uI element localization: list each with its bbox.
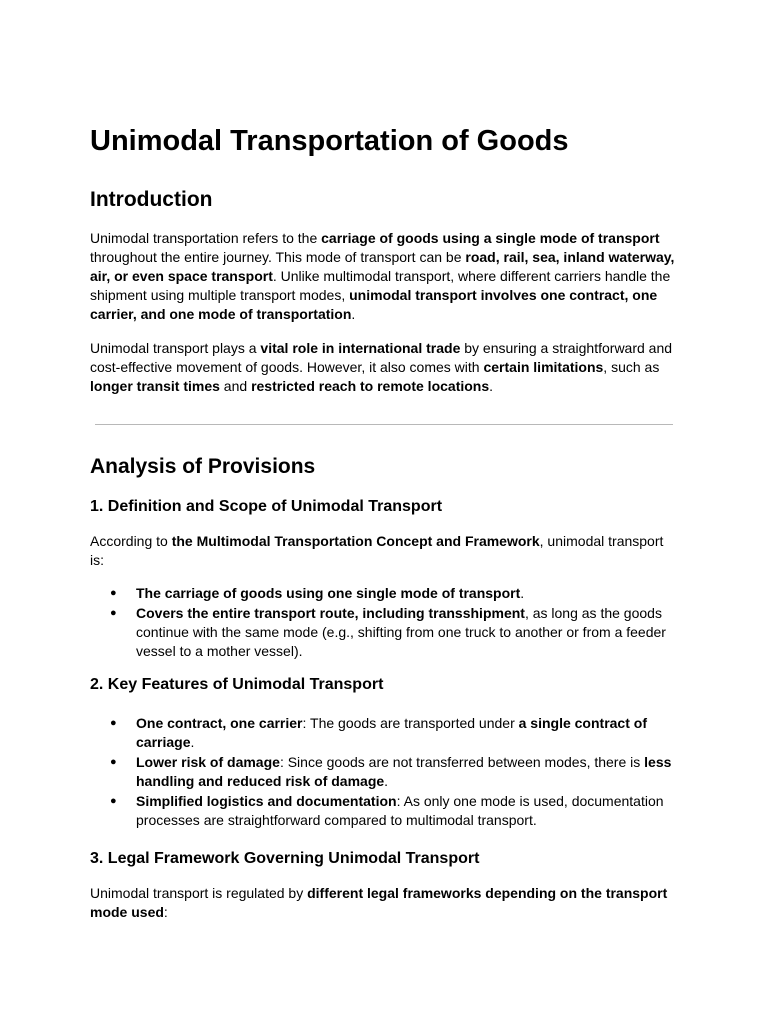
section-3-intro bbox=[90, 884, 680, 922]
document-content bbox=[90, 124, 680, 922]
text-run: . bbox=[489, 378, 494, 394]
bold-run: Simplified logistics and documentation bbox=[136, 793, 397, 809]
text-run: According to bbox=[90, 533, 172, 549]
text-run: and bbox=[219, 378, 252, 394]
bullet-icon: ● bbox=[110, 795, 117, 807]
bullet-icon: ● bbox=[110, 607, 117, 619]
list-item bbox=[90, 604, 680, 661]
section-3-heading: 3. Legal Framework Governing Unimodal Transport bbox=[90, 850, 480, 867]
text-run: . Unlike multimodal transport, where different carriers handle the shipment using multiple transport modes, bbox=[90, 268, 671, 303]
section-2-bullet-list bbox=[90, 714, 680, 830]
bold-run: a single contract of carriage bbox=[136, 715, 647, 750]
bold-run: The carriage of goods using one single mode of transport bbox=[136, 585, 521, 601]
text-run: throughout the entire journey. This mode of transport can be bbox=[90, 249, 466, 265]
horizontal-divider bbox=[95, 424, 673, 425]
analysis-heading: Analysis of Provisions bbox=[90, 455, 316, 478]
bold-run: the Multimodal Transportation Concept and Framework bbox=[171, 533, 540, 549]
bold-run: less handling and reduced risk of damage bbox=[136, 754, 672, 789]
introduction-heading: Introduction bbox=[90, 188, 213, 211]
section-1-intro bbox=[90, 532, 680, 570]
text-run: by ensuring a straightforward and cost-effective movement of goods. However, it also comes with bbox=[90, 340, 673, 375]
section-2-heading: 2. Key Features of Unimodal Transport bbox=[90, 676, 384, 693]
introduction-paragraph-1 bbox=[90, 229, 680, 324]
text-run: : bbox=[163, 904, 168, 920]
text-run: : Since goods are not transferred between modes, there is bbox=[279, 754, 645, 770]
list-item bbox=[90, 792, 680, 830]
bold-run: restricted reach to remote locations bbox=[251, 378, 490, 394]
document-title: Unimodal Transportation of Goods bbox=[90, 125, 569, 157]
bold-run: certain limitations bbox=[483, 359, 604, 375]
text-run: . bbox=[190, 734, 195, 750]
list-item bbox=[90, 584, 680, 603]
text-run: . bbox=[520, 585, 525, 601]
text-run: . bbox=[351, 306, 356, 322]
bullet-icon: ● bbox=[110, 756, 117, 768]
bold-run: carriage of goods using a single mode of transport bbox=[321, 230, 660, 246]
bullet-icon: ● bbox=[110, 717, 117, 729]
bold-run: vital role in international trade bbox=[260, 340, 461, 356]
text-run: Unimodal transport plays a bbox=[90, 340, 261, 356]
bold-run: Covers the entire transport route, including transshipment bbox=[136, 605, 525, 621]
section-1-heading: 1. Definition and Scope of Unimodal Transport bbox=[90, 498, 443, 515]
bold-run: unimodal transport involves one contract, one carrier, and one mode of transportation bbox=[90, 287, 658, 322]
text-run: : The goods are transported under bbox=[302, 715, 519, 731]
text-run: : As only one mode is used, documentation processes are straightforward compared to multimodal transport. bbox=[136, 793, 664, 828]
bold-run: different legal frameworks depending on the transport mode used bbox=[90, 885, 668, 920]
text-run: Unimodal transportation refers to the bbox=[90, 230, 322, 246]
bold-run: Lower risk of damage bbox=[136, 754, 280, 770]
bold-run: longer transit times bbox=[90, 378, 220, 394]
list-item bbox=[90, 753, 680, 791]
list-item bbox=[90, 714, 680, 752]
bold-run: One contract, one carrier bbox=[136, 715, 303, 731]
text-run: , unimodal transport is: bbox=[90, 533, 664, 568]
text-run: Unimodal transport is regulated by bbox=[90, 885, 308, 901]
text-run: , such as bbox=[603, 359, 660, 375]
bold-run: road, rail, sea, inland waterway, air, or even space transport bbox=[90, 249, 675, 284]
bullet-icon: ● bbox=[110, 587, 117, 599]
text-run: , as long as the goods continue with the same mode (e.g., shifting from one truck to another or from a feeder vessel to a mother vessel). bbox=[136, 605, 666, 659]
introduction-paragraph-2 bbox=[90, 339, 680, 396]
section-1-bullet-list bbox=[90, 584, 680, 661]
text-run: . bbox=[384, 773, 389, 789]
